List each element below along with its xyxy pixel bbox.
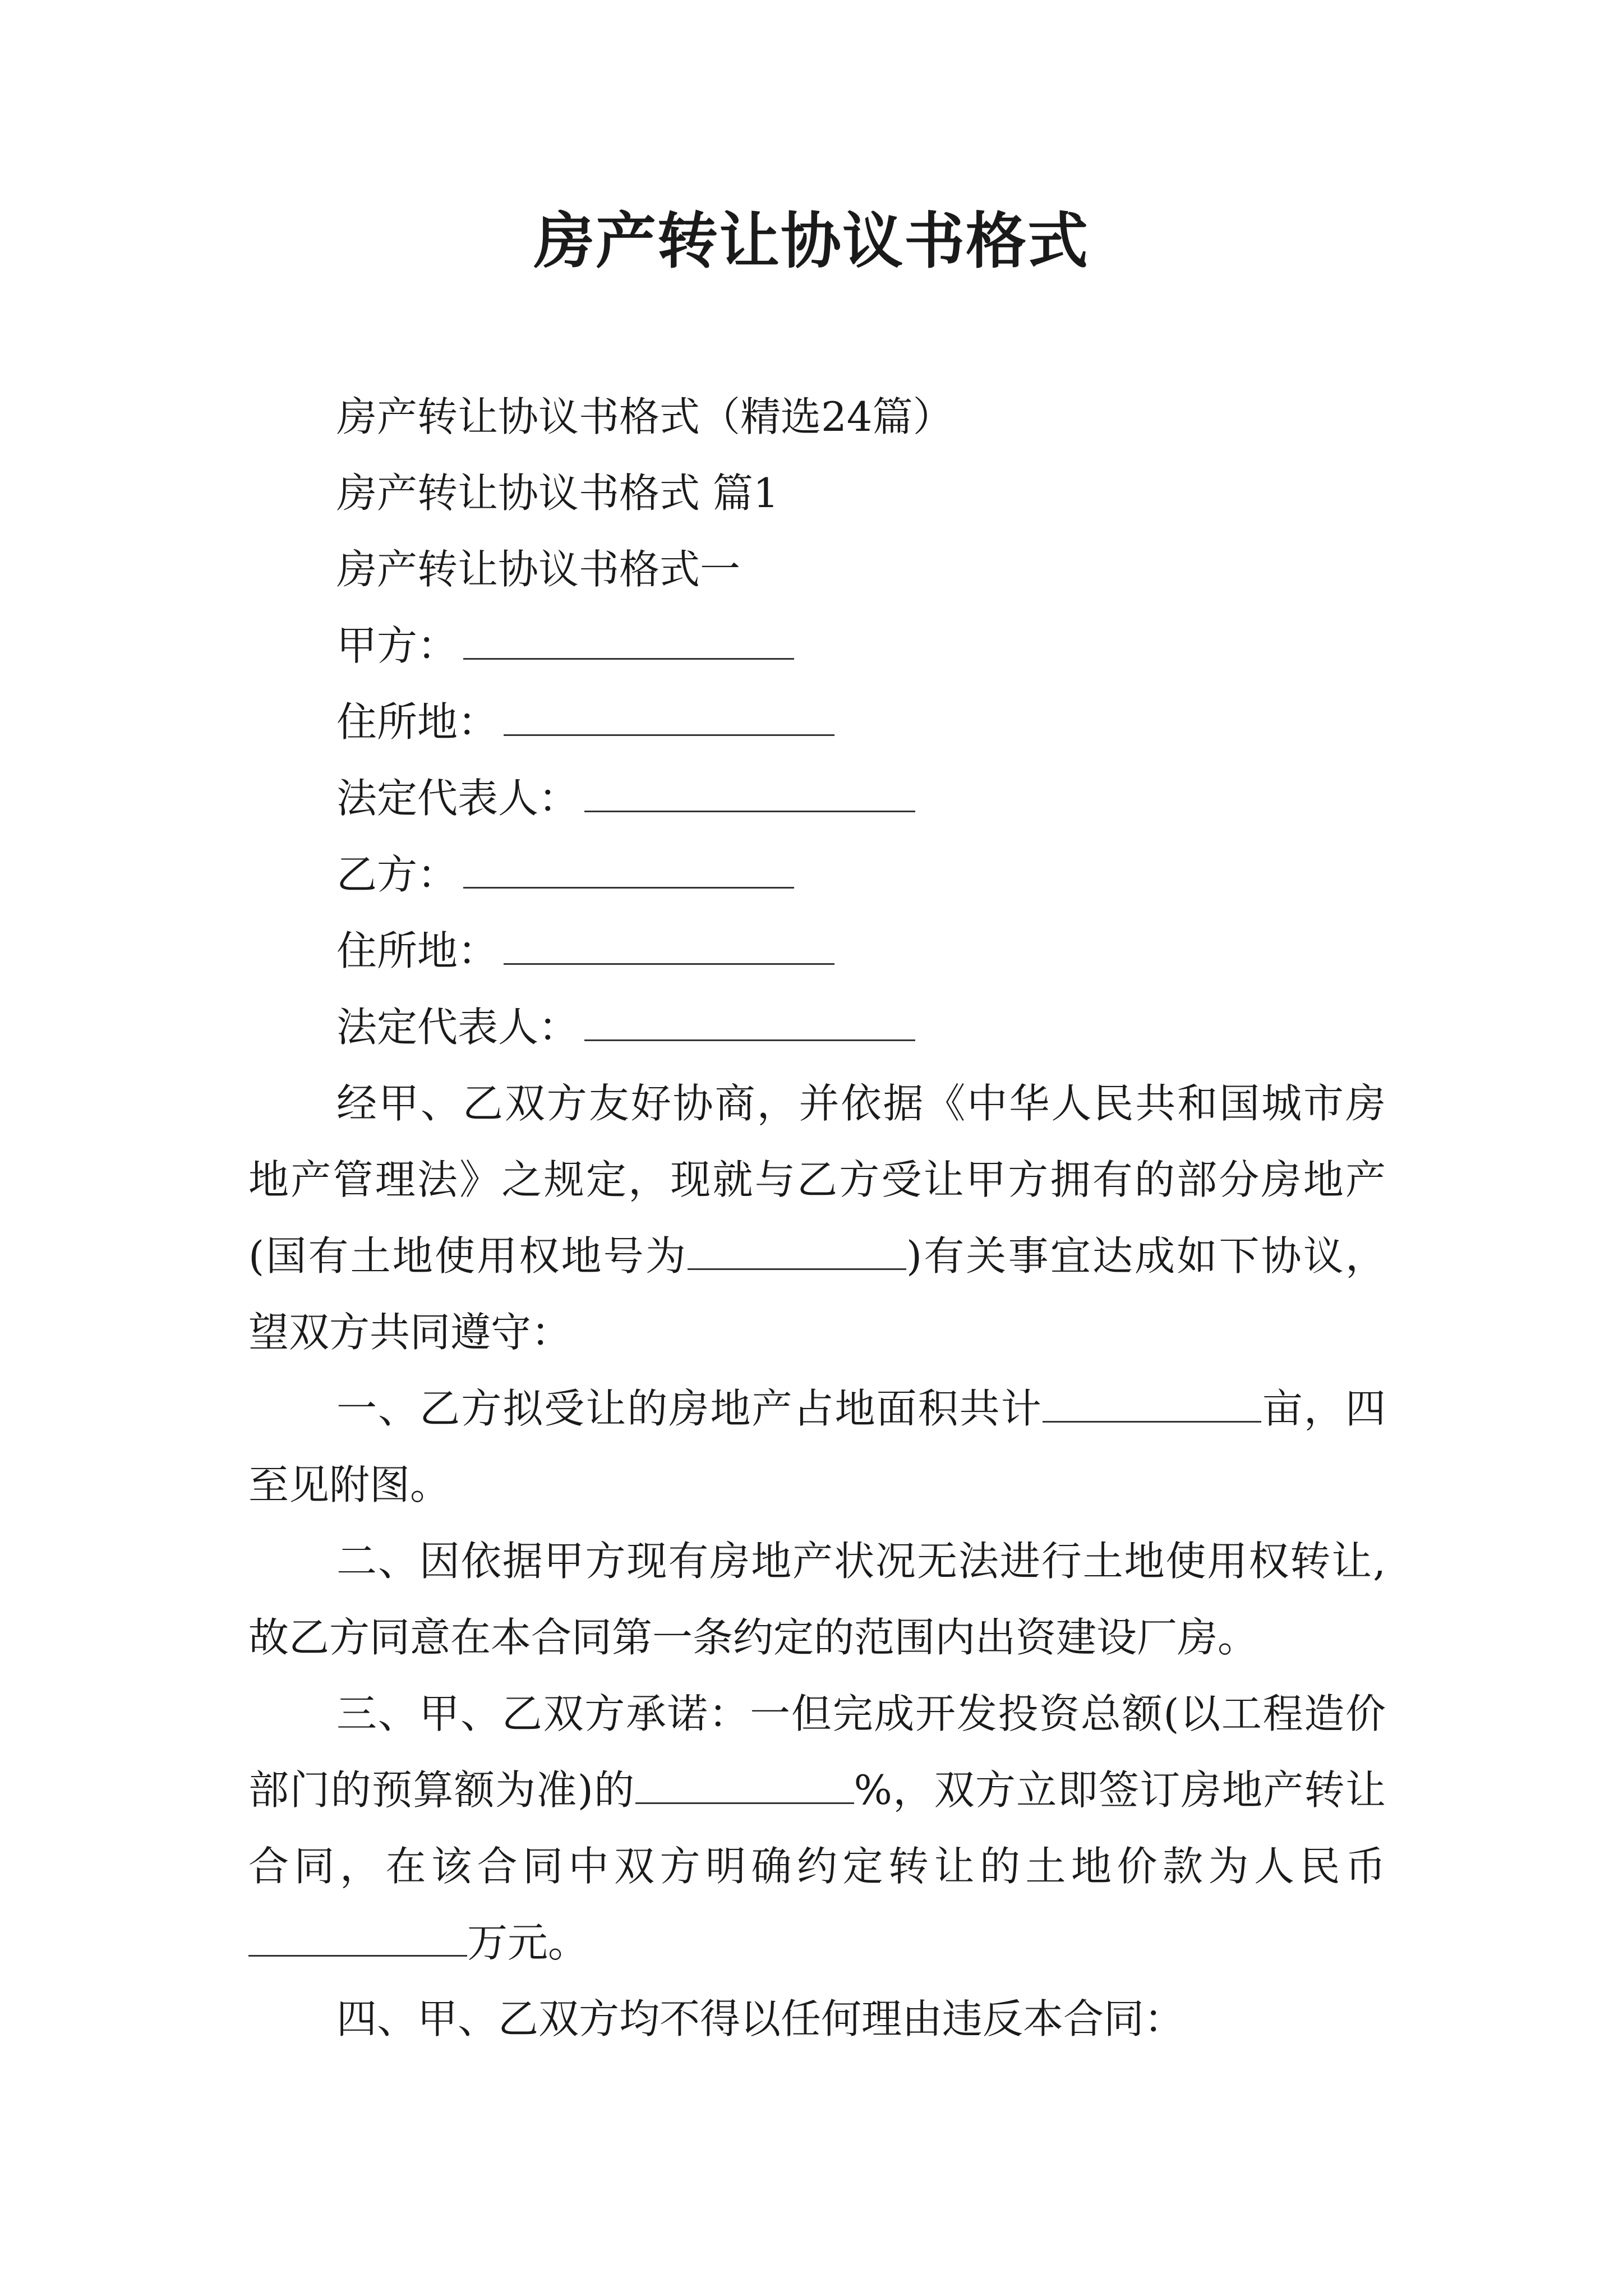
document-body: [248, 379, 1386, 2057]
article-heading: 房产转让协议书格式 篇1: [336, 470, 779, 517]
party-b-rep-blank[interactable]: [584, 997, 915, 1041]
land-price-blank[interactable]: [248, 1912, 467, 1957]
party-a-name-label: 甲方：: [336, 622, 458, 669]
party-b-rep-label: 法定代表人：: [336, 1004, 579, 1051]
party-a-rep-field: [248, 760, 1386, 836]
party-a-name-blank[interactable]: [463, 615, 794, 660]
party-a-rep-label: 法定代表人：: [336, 775, 579, 822]
clause-1-text-1: 一、乙方拟受让的房地产占地面积共计: [336, 1385, 1043, 1432]
document-title: 房产转让协议书格式: [533, 206, 1089, 277]
party-a-address-blank[interactable]: [504, 692, 834, 736]
subtitle: 房产转让协议书格式（精选24篇）: [336, 393, 953, 440]
party-a-address-label: 住所地：: [336, 698, 499, 746]
party-a-name-field: [248, 608, 1386, 684]
preamble-text-2: )有关事宜达成如下协议，望双方共同遵守：: [248, 1232, 1386, 1356]
party-b-address-blank[interactable]: [504, 921, 834, 965]
clause-3-text-3: 万元。: [467, 1919, 589, 1966]
party-b-name-blank[interactable]: [463, 844, 794, 889]
section-heading: 房产转让协议书格式一: [336, 546, 741, 593]
party-b-name-field: [248, 836, 1386, 913]
preamble-text-1: 经甲、乙双方友好协商，并依据《中华人民共和国城市房地产管理法》之规定，现就与乙方受让甲方拥有的部分房地产(国有土地使用权地号为: [248, 1080, 1386, 1280]
clause-3-text-2: %，双方立即签订房地产转让合同，在该合同中双方明确约定转让的土地价款为人民币: [248, 1766, 1386, 1890]
clause-1-text-2: 亩，四至见附图。: [248, 1385, 1386, 1508]
party-a-address-field: [248, 684, 1386, 760]
preamble-paragraph: [248, 1065, 1386, 1370]
party-a-rep-blank[interactable]: [584, 768, 915, 812]
clause-1-paragraph: [248, 1370, 1386, 1523]
clause-3-text-1: 三、甲、乙双方承诺：一但完成开发投资总额(以工程造价部门的预算额为准)的: [248, 1690, 1386, 1814]
party-b-name-label: 乙方：: [336, 851, 458, 898]
clause-4-paragraph: 四、甲、乙双方均不得以任何理由违反本合同：: [336, 1995, 1185, 2042]
investment-percent-blank[interactable]: [635, 1760, 854, 1804]
land-lot-number-blank[interactable]: [688, 1226, 906, 1270]
clause-2-paragraph: 二、因依据甲方现有房地产状况无法进行土地使用权转让,故乙方同意在本合同第一条约定的范围内出资建设厂房。: [248, 1538, 1386, 1661]
land-area-blank[interactable]: [1043, 1378, 1261, 1423]
clause-3-paragraph: [248, 1676, 1386, 1981]
party-b-rep-field: [248, 989, 1386, 1065]
party-b-address-label: 住所地：: [336, 927, 499, 974]
party-b-address-field: [248, 913, 1386, 989]
